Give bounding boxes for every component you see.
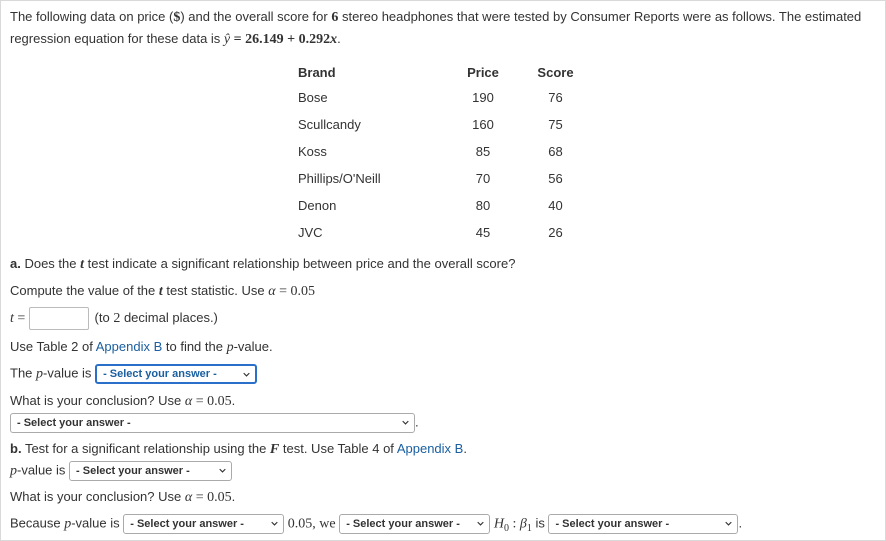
conclusion-row-a: - Select your answer - . (10, 413, 419, 433)
cell-price: 190 (472, 90, 494, 105)
chevron-down-icon (271, 520, 278, 527)
part-a-question: a. Does the t test indicate a significant relationship between price and the overall score? (10, 256, 516, 272)
header-brand: Brand (298, 64, 336, 80)
cell-score: 68 (548, 144, 563, 159)
chevron-down-icon (243, 371, 250, 378)
cell-brand: Scullcandy (298, 117, 361, 132)
cell-price: 160 (472, 117, 494, 132)
cell-score: 40 (548, 198, 563, 213)
table-reference: Use Table 2 of Appendix B to find the p-value. (10, 339, 273, 355)
part-b-question: b. Test for a significant relationship using the F test. Use Table 4 of Appendix B. (10, 441, 467, 457)
cell-score: 56 (548, 171, 563, 186)
table-row (293, 219, 593, 246)
p-value-select-b[interactable]: - Select your answer - (69, 461, 232, 481)
p-value-select-a[interactable]: - Select your answer - (95, 364, 257, 384)
intro-text: The following data on price ($) and the overall score for 6 stereo headphones that were tested by Consumer Reports were as follows. The estimated regression equation for these data is ŷ = 26.149 + 0.292x. (10, 9, 862, 47)
table-row (293, 192, 593, 219)
cell-score: 75 (548, 117, 563, 132)
table-header-row (293, 60, 593, 84)
cell-brand: Bose (298, 90, 328, 105)
decimal-note: (to 2 decimal places.) (94, 309, 218, 326)
cell-price: 85 (475, 144, 491, 159)
cell-brand: Denon (298, 198, 337, 213)
cell-brand: Koss (298, 144, 327, 159)
t-statistic-input[interactable] (29, 307, 89, 330)
conclusion-prompt-b: What is your conclusion? Use α = 0.05. (10, 489, 236, 505)
chevron-down-icon (725, 520, 732, 527)
cell-score: 76 (548, 90, 563, 105)
decision-select[interactable]: - Select your answer - (339, 514, 490, 534)
chevron-down-icon (477, 520, 484, 527)
cell-score: 26 (548, 225, 563, 240)
chevron-down-icon (402, 419, 409, 426)
chevron-down-icon (219, 467, 226, 474)
conclusion-prompt-a: What is your conclusion? Use α = 0.05. (10, 393, 236, 409)
appendix-b-link[interactable]: Appendix B (95, 339, 163, 354)
data-table (293, 60, 593, 246)
conclusion-select-a[interactable]: - Select your answer - (10, 413, 415, 433)
significance-select[interactable]: - Select your answer - (548, 514, 738, 534)
p-value-row-b: p-value is - Select your answer - (10, 461, 232, 481)
appendix-b-link[interactable]: Appendix B (396, 441, 464, 456)
cell-brand: Phillips/O'Neill (298, 171, 381, 186)
t-symbol: t (10, 310, 14, 326)
table-row (293, 84, 593, 111)
table-row (293, 165, 593, 192)
cell-brand: JVC (298, 225, 323, 240)
compute-instruction: Compute the value of the t test statistic. Use α = 0.05 (10, 283, 316, 299)
p-value-row-a: The p-value is - Select your answer - (10, 364, 257, 384)
header-price: Price (467, 64, 499, 80)
header-score: Score (537, 64, 574, 80)
because-row: Because p-value is - Select your answer - 0.05, we - Select your answer - $H_0$ : $\beta_1$ is - Select your answer - . (10, 515, 743, 535)
table-row (293, 111, 593, 138)
comparison-select[interactable]: - Select your answer - (123, 514, 284, 534)
t-answer-row: t = (to 2 decimal places.) (10, 307, 218, 330)
cell-price: 80 (475, 198, 491, 213)
cell-price: 70 (475, 171, 491, 186)
cell-price: 45 (475, 225, 491, 240)
table-row (293, 138, 593, 165)
